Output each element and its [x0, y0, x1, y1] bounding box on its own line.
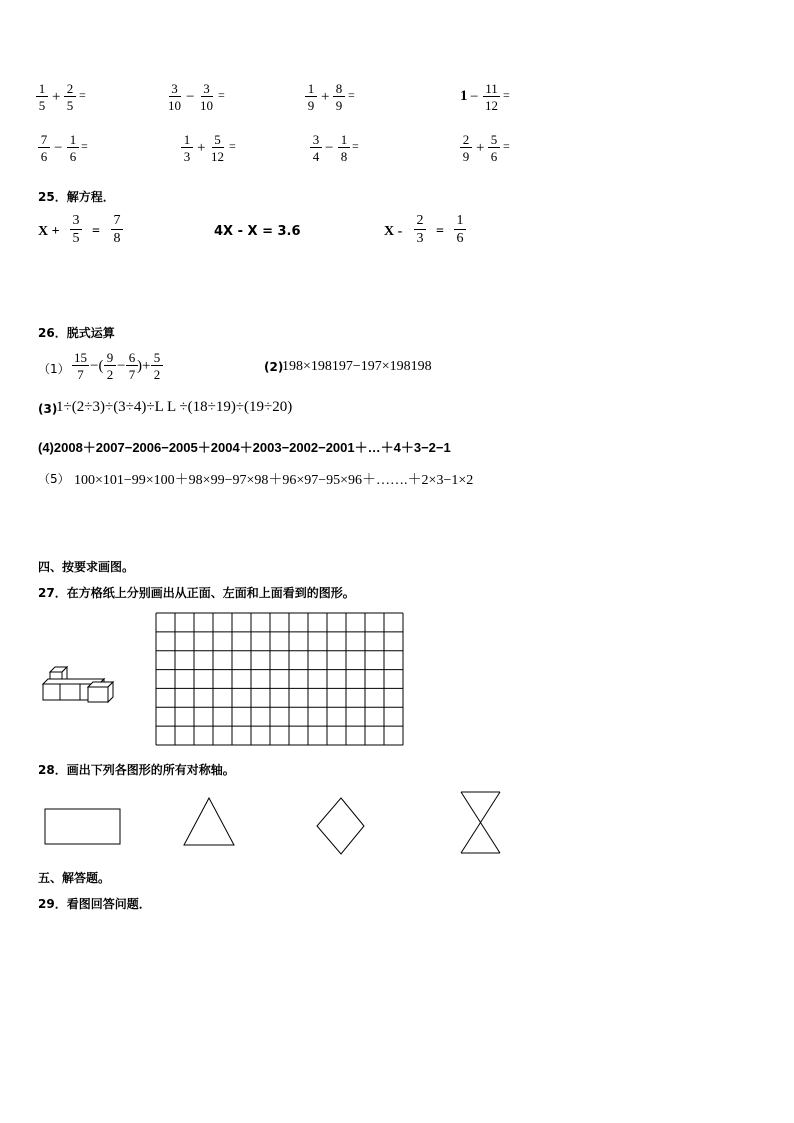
q26-title: 26．脱式运算 [38, 326, 115, 340]
operator: + [52, 89, 61, 105]
equals-sign: = [348, 88, 355, 102]
fraction: $\frac{1}{6}$ [454, 214, 466, 246]
fraction: $\frac{8}{9}$ [333, 82, 345, 112]
fraction: $\frac{5}{6}$ [488, 133, 500, 163]
fraction: $\frac{3}{4}$ [310, 133, 322, 163]
operator: + [476, 140, 485, 156]
fraction: $\frac{2}{3}$ [414, 214, 426, 246]
fraction: $\frac{1}{5}$ [36, 82, 48, 112]
equals-sign: = [503, 88, 510, 102]
fraction: $\frac{7}{6}$ [38, 133, 50, 163]
q27-title: 27．在方格纸上分别画出从正面、左面和上面看到的图形。 [38, 586, 355, 600]
fraction: $\frac{2}{5}$ [64, 82, 76, 112]
grid-paper[interactable] [155, 612, 405, 747]
operator: − [54, 140, 63, 156]
fraction: $\frac{11}{12}$ [485, 81, 498, 113]
fraction: $\frac{5}{12}$ [211, 132, 224, 164]
part-label: （1） [38, 362, 70, 376]
whole-number: 1 [460, 88, 468, 104]
operator: − [470, 89, 479, 105]
fraction: $\frac{5}{2}$ [151, 351, 163, 381]
q29-title: 29．看图回答问题． [38, 897, 151, 911]
expression: 1÷(2÷3)÷(3÷4)÷L L ÷(18÷19)÷(19÷20) [56, 399, 293, 415]
fraction: $\frac{6}{7}$ [126, 351, 138, 381]
cube-stack-figure [40, 660, 120, 706]
operator: − [117, 358, 126, 374]
q25-equation-2: 4X - X = 3.6 [214, 224, 301, 239]
fraction: $\frac{1}{9}$ [305, 82, 317, 112]
equals-sign: = [229, 139, 236, 153]
equals-sign: = [436, 224, 444, 239]
rectangle-shape[interactable] [44, 808, 122, 846]
section-4-heading: 四、按要求画图。 [38, 560, 135, 574]
q28-title: 28．画出下列各图形的所有对称轴。 [38, 763, 235, 777]
fraction: $\frac{3}{10}$ [168, 81, 181, 113]
expression: 100×101−99×100＋98×99−97×98＋96×97−95×96＋…….＋2×3−1×2 [74, 473, 474, 488]
operator: + [197, 140, 206, 156]
fraction: $\frac{2}{9}$ [460, 133, 472, 163]
equation-left: X - [384, 224, 403, 239]
section-5-heading: 五、解答题。 [38, 871, 111, 885]
fraction: $\frac{1}{3}$ [181, 133, 193, 163]
fraction: $\frac{3}{10}$ [200, 81, 213, 113]
fraction: $\frac{7}{8}$ [111, 214, 123, 246]
hourglass-shape[interactable] [458, 790, 504, 856]
operator: − [325, 140, 334, 156]
rhombus-shape[interactable] [315, 796, 367, 858]
part-label: (3) [38, 402, 58, 416]
operator: )+ [137, 358, 151, 374]
equals-sign: = [81, 139, 88, 153]
equals-sign: = [218, 88, 225, 102]
equals-sign: = [503, 139, 510, 153]
operator: −( [90, 358, 104, 374]
equals-sign: = [92, 224, 100, 239]
part-label: （5） [38, 472, 70, 486]
part-label: (2) [264, 360, 284, 374]
expression: 198×198197−197×198198 [282, 359, 432, 374]
fraction: $\frac{3}{5}$ [70, 214, 82, 246]
operator: + [321, 89, 330, 105]
fraction: $\frac{9}{2}$ [104, 351, 116, 381]
fraction: $\frac{15}{7}$ [74, 350, 87, 382]
equals-sign: = [79, 88, 86, 102]
q26-part-4: (4)2008＋2007−2006−2005＋2004＋2003−2002−2001＋…＋4＋3−2−1 [38, 440, 451, 455]
equals-sign: = [352, 139, 359, 153]
q25-title: 25．解方程． [38, 190, 115, 204]
triangle-shape[interactable] [183, 796, 237, 848]
fraction: $\frac{1}{6}$ [67, 133, 79, 163]
equation-left: X + [38, 224, 60, 239]
operator: − [186, 89, 195, 105]
fraction: $\frac{1}{8}$ [338, 133, 350, 163]
